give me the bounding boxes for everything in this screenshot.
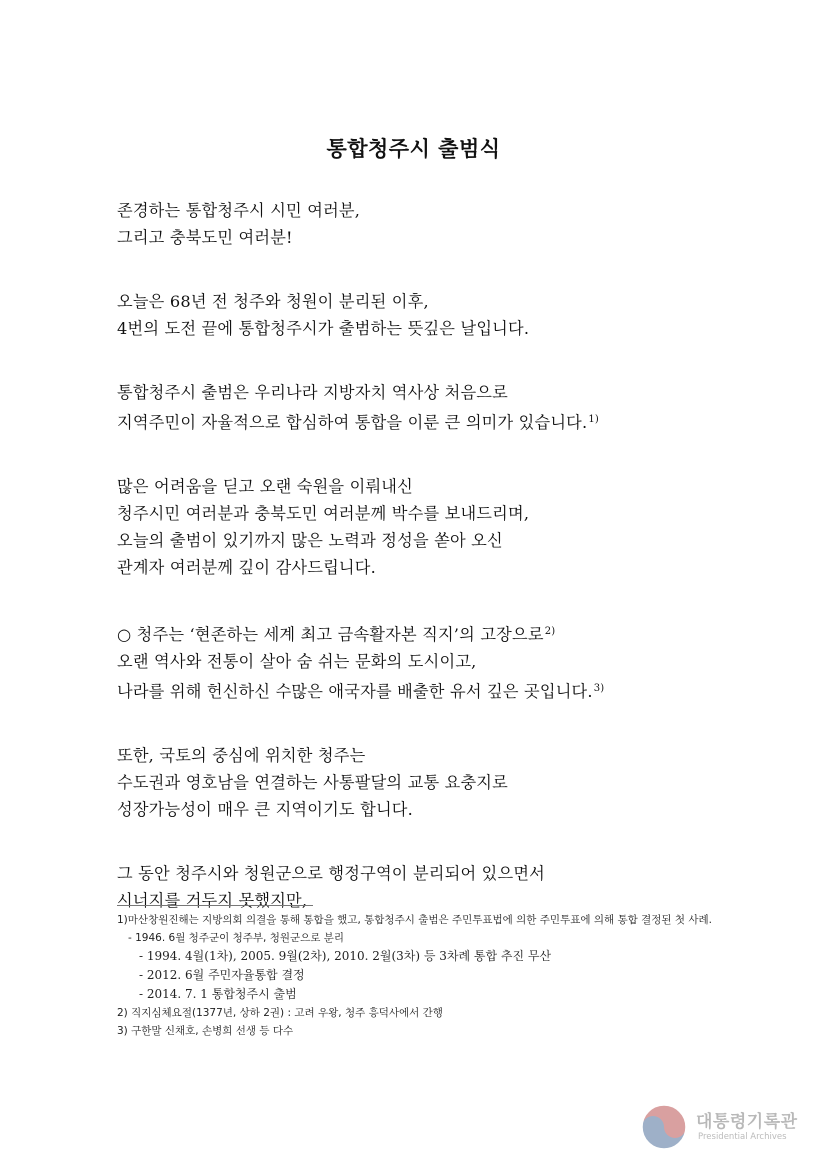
line-text: 지역주민이 자율적으로 합심하여 통합을 이룬 큰 의미가 있습니다. <box>117 413 588 432</box>
footnote-ref-3[interactable]: 3) <box>593 683 605 694</box>
footnote-1-item: - 2014. 7. 1 통합청주시 출범 <box>139 987 297 1001</box>
text-line: 오늘은 68년 전 청주와 청원이 분리된 이후, <box>117 292 429 311</box>
paragraph-2 <box>117 288 807 342</box>
text-line: 그리고 충북도민 여러분! <box>117 228 293 247</box>
text-line-with-footnote <box>117 675 807 705</box>
paragraph-6 <box>117 742 807 823</box>
paragraph-5 <box>117 618 807 705</box>
paragraph-1 <box>117 197 807 251</box>
text-line: 관계자 여러분께 깊이 감사드립니다. <box>117 558 376 577</box>
text-line: 성장가능성이 매우 큰 지역이기도 합니다. <box>117 800 413 819</box>
presidential-archives-watermark <box>640 1101 815 1153</box>
taegeuk-logo-icon <box>640 1103 688 1151</box>
text-line: 통합청주시 출범은 우리나라 지방자치 역사상 처음으로 <box>117 383 508 402</box>
text-line-with-footnote <box>117 618 807 648</box>
watermark-name: 대통령기록관 <box>696 1112 798 1132</box>
footnote-ref-1[interactable]: 1) <box>588 414 600 425</box>
footnote-divider <box>117 905 313 906</box>
text-line: 4번의 도전 끝에 통합청주시가 출범하는 뜻깊은 날입니다. <box>117 319 530 338</box>
text-line: 수도권과 영호남을 연결하는 사통팔달의 교통 요충지로 <box>117 773 508 792</box>
text-line: 그 동안 청주시와 청원군으로 행정구역이 분리되어 있으면서 <box>117 864 545 883</box>
text-line: 청주시민 여러분과 충북도민 여러분께 박수를 보내드리며, <box>117 504 530 523</box>
footnote-1-item: - 1994. 4월(1차), 2005. 9월(2차), 2010. 2월(3차) 등 3차례 통합 추진 무산 <box>139 949 552 963</box>
footnote-3: 3) 구한말 신채호, 손병희 선생 등 다수 <box>117 1025 294 1037</box>
paragraph-4 <box>117 473 807 581</box>
speech-body <box>117 197 807 951</box>
footnote-ref-2[interactable]: 2) <box>544 626 556 637</box>
text-line: 또한, 국토의 중심에 위치한 청주는 <box>117 746 366 765</box>
footnote-2: 2) 직지심체요절(1377년, 상하 2권) : 고려 우왕, 청주 흥덕사에서 간행 <box>117 1007 443 1019</box>
watermark-subtitle: Presidential Archives <box>698 1132 787 1142</box>
footnote-1: 1)마산창원진해는 지방의회 의결을 통해 통합을 했고, 통합청주시 출범은 주민투표법에 의한 주민투표에 의해 통합 결정된 첫 사례. <box>117 914 712 926</box>
text-line: 시너지를 거두지 못했지만, <box>117 891 308 910</box>
footnotes <box>117 911 737 1040</box>
text-line: 많은 어려움을 딛고 오랜 숙원을 이뤄내신 <box>117 477 413 496</box>
document-title: 통합청주시 출범식 <box>326 137 501 161</box>
line-text: ○ 청주는 ‘현존하는 세계 최고 금속활자본 직지’의 고장으로 <box>117 625 544 644</box>
paragraph-3 <box>117 379 807 436</box>
line-text: 나라를 위해 헌신하신 수많은 애국자를 배출한 유서 깊은 곳입니다. <box>117 682 593 701</box>
text-line: 존경하는 통합청주시 시민 여러분, <box>117 201 361 220</box>
text-line: 오늘의 출범이 있기까지 많은 노력과 정성을 쏟아 오신 <box>117 531 503 550</box>
text-line-with-footnote <box>117 406 807 436</box>
text-line: 오랜 역사와 전통이 살아 숨 쉬는 문화의 도시이고, <box>117 652 477 671</box>
footnote-1-item: - 2012. 6월 주민자율통합 결정 <box>139 968 305 982</box>
footnote-1-item: - 1946. 6월 청주군이 청주부, 청원군으로 분리 <box>128 932 345 944</box>
